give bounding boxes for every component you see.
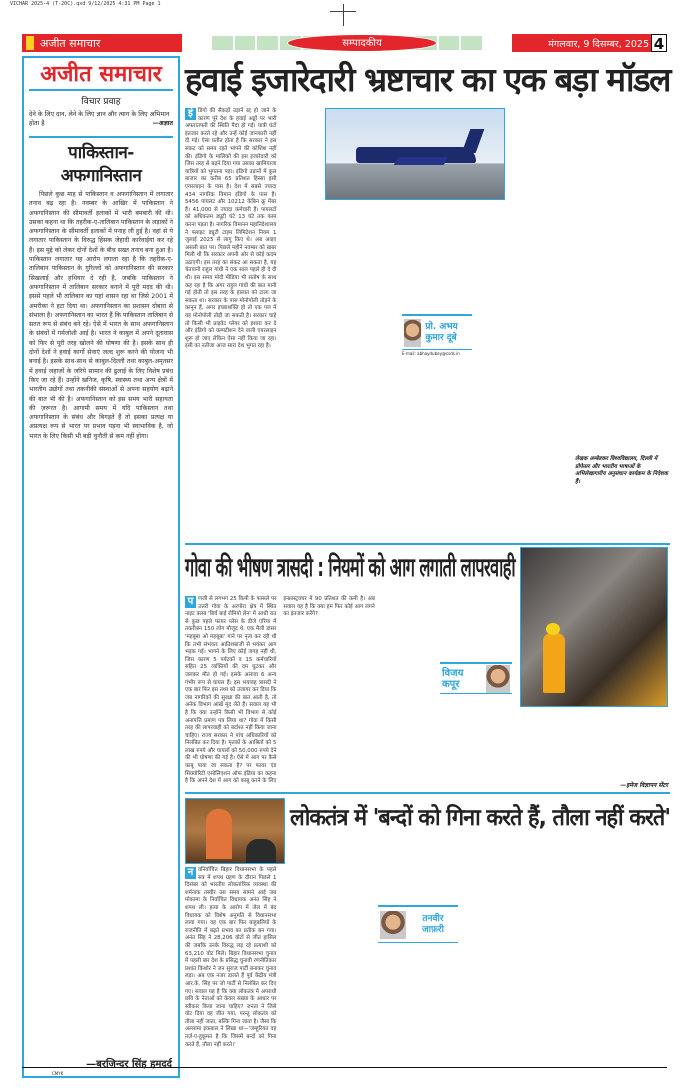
author-box-abhay [402, 314, 472, 350]
article2-text: णजी से लगभग 25 किमी के फासले पर उत्तरी गोवा के अरपोरा क्षेत्र में स्थित नाइट क्लब 'बिर्च बाई रोमियो लेन' में आधी रात से कुछ पहले फायर प्लेस के डीजे एरिया में तकरीबन 150 लोग मौजूद थे, एक मैली डांसर 'महबूबा ओ महबूबा' गाने पर नृत्य कर रही थी कि तभी संभवतः आतिशबाजी से भयंकर आग भड़क गई। भागने के लिए कोई जगह नहीं थी, जिस कारण 5 पर्यटकों व 15 कर्मचारियों सहित 25 व्यक्तियों की दम घुटकर और जलकर मौत हो गई। इसके अलावा 6 अन्य गंभीर रूप से घायल हैं। इस भयावह त्रासदी ने एक बार फिर इस तथ्य को उजागर कर दिया कि जब नागरिकों की सुरक्षा की बात आती है, तो अनेक विभाग आंखें मूंद लेते हैं। सवाल यह भी है कि क्या उन्होंने किसी भी विभाग से कोई अनापत्ति प्रमाण पत्र लिया था? गोवा में किसी तरह की लापरवाही को बर्दाश्त नहीं किया जाना चाहिए। राज्य सरकार ने पांच अधिकारियों को निलंबित कर दिया है। मृतकों के आश्रितों को 5 लाख रुपये और घायलों को 50,000 रुपये देने की भी घोषणा की गई है। ऐसे में आग पर कैसे काबू पाया जा सकता है? पर फायर एंड सिक्योरिटी एसोसिएशन ऑफ इंडिया का कहना है कि अपने देश में आग को काबू करने के लिए इन्फ्रास्ट्रक्चर में 90 प्रतिशत की कमी है। अब सवाल यह है कि क्या हम फिर कोई आग लगने का इंतजार करेंगे? [185, 596, 375, 785]
editorial-signature: —बरजिन्दर सिंह हमदर्द [86, 1059, 172, 1070]
author-name: तनवीर जाफ़री [421, 913, 444, 935]
dropcap: इं [185, 108, 196, 120]
logo-diamond-icon [26, 36, 34, 50]
crop-mark [330, 11, 356, 12]
dropcap: प [185, 596, 196, 608]
dropcap: न [185, 867, 196, 879]
registration-marks [22, 1067, 667, 1076]
author-email: E-mail: abhaydubey@csds.in [402, 351, 460, 356]
article3-text: वनिर्वाचित बिहार विधानसभा के पहले सत्र में शपथ ग्रहण के दौरान पिछले 1 दिसंबर को भारतीय लोकतांत्रिक व्यवस्था की शर्मनाक तस्वीर उस समय सामने आई जब मोकामा के निर्वाचित विधायक अनंत सिंह ने शपथ ली। हत्या के आरोप में जेल में बंद विधायक को विशेष अनुमति से विधानसभा लाया गया। वह एक बार फिर बाहुबलियों के राजनीति में बढ़ते प्रभाव का प्रतीक बन गया। अनंत सिंह ने 28,206 वोटों से जीत हासिल की जबकि उनके विरुद्ध लड़ रहे प्रत्याशी को 63,210 वोट मिले। बिहार विधानसभा चुनाव में पहली बार देश के प्रसिद्ध चुनावी रणनीतिकार प्रशांत किशोर ने जन सुराज पार्टी बनाकर चुनाव लड़ा। अब एक नजर डालते हैं पूर्व केंद्रीय मंत्री आर.के. सिंह पर जो पार्टी से निलंबित कर दिए गए। सवाल यह है कि क्या लोकतंत्र में अपराधी छवि के नेताओं को केवल संख्या के आधार पर स्वीकार किया जाना चाहिए? जनता ने जिसे वोट दिया वह जीत गया, परन्तु लोकतंत्र को तौला नहीं जाता, बल्कि गिना जाता है। जैसा कि अल्लामा इकबाल ने लिखा था—'जम्हूरियत वह तर्ज़-ए-हुकूमत है कि जिसमें बन्दों को गिना करते हैं, तौला नहीं करते।' [185, 867, 277, 1048]
article1-text: डिगो की सैकड़ों उड़ानें रद्द हो जाने के कारण पूरे देश के हवाई अड्डों पर भारी अफरातफरी की स्थिति पैदा हो गई। यात्री घंटों इंतजार करते रहे और उन्हें कोई जानकारी नहीं दी गई। ऐसा प्रतीत होता है कि सरकार ने इस संकट को समय रहते भांपने की कोशिश नहीं की। इंडिगो के मालिकों की इस इजारेदारी को जिस तरह से बढ़ने दिया गया उसका खामियाजा यात्रियों को भुगतना पड़ा। इंडिगो उड़ानों में कुल बाजार का करीब 65 प्रतिशत हिस्सा इसी एयरलाइन के पास है। देश में सबसे ज्यादा 434 नागरिक विमान इंडिगो के पास हैं। 5456 पायलट और 10212 केबिन क्रू मेंबर हैं। 41,000 से ज्यादा कर्मचारी हैं। पायलटों को अधिकतम ड्यूटी घंटे 13 घंटे तक काम करना पड़ता है। नागरिक विमानन महानिदेशालय ने फ्लाइट ड्यूटी टाइम लिमिटेशन नियम 1 जुलाई 2025 से लागू किए थे। अब आइए असली बात पर। पिछले महीने नवम्बर को खबर मिली थी कि सरकार अपनी ओर से कोई कदम उठाएगी। इस तरह का संकट आ सकता है, यह चेतावनी राहुल गांधी ने एक साल पहले ही दे दी थी। इस समय मोदी मीडिया भी संतोष के साथ कह रहा है कि अगर राहुल गांधी की बात मानी गई होती तो इस तरह के हालात को टाला जा सकता था। सरकार के पास मोनोपोली तोड़ने के कानून हैं, अगर इच्छाशक्ति हो तो एक पल में यह मोनोपोली तोड़ी जा सकती है। सरकार चाहे तो किसी भी प्राइवेट प्लेयर को इशारा कर दे और इंडिगो को कम्पटीशन देने वाली एयरलाइन शुरू हो जाए लेकिन ऐसा नहीं किया जा रहा। इसी का नतीजा आज सारा देश भुगत रहा है। [185, 108, 277, 350]
editorial-column [22, 56, 180, 1078]
article1-author-credit: लेखक अम्बेडकर विश्वविद्यालय, दिल्ली में प्रोफेसर और भारतीय भाषाओं के अभिलेखागारीय अनुसंधान कार्यक्रम के निदेशक हैं। [575, 456, 670, 486]
author-box-tanveer [378, 905, 458, 943]
article3-body [185, 867, 670, 1067]
quote-author: —अज्ञात [152, 120, 173, 127]
author-box-vijay [440, 662, 512, 694]
print-slug: VICHAR 2025-4 (T-20C).qxd 9/12/2025 4:31 PM Page 1 [10, 1, 161, 7]
cmyk-label: CMYK [52, 1071, 64, 1076]
masthead: अजीत समाचार [29, 61, 173, 91]
column-subtitle: विचार प्रवाह [81, 97, 121, 107]
editorial-heading: पाकिस्तान-अफगानिस्तान [29, 136, 173, 186]
article3-headline: लोकतंत्र में 'बन्दों को गिना करते हैं, तौला नहीं करते' [290, 805, 671, 831]
article1-headline: हवाई इजारेदारी भ्रष्टाचार का एक बड़ा मॉडल [185, 60, 671, 99]
divider [185, 792, 670, 794]
author-name: विजय कपूर [442, 667, 464, 690]
divider [185, 543, 670, 545]
quote-text: देने के लिए दान, लेने के लिए ज्ञान और त्याग के लिए अभिमान होता है [29, 111, 170, 127]
author-photo [380, 911, 406, 939]
author-name: प्रो. अभय कुमार दूबे [425, 321, 458, 343]
article2-headline: गोवा की भीषण त्रासदी : नियमों को आग लगाती लापरवाही [185, 553, 516, 583]
page-number: 4 [651, 34, 667, 52]
thought-quote [29, 110, 173, 128]
header-date: मंगलवार, 9 दिसम्बर, 2025 [548, 38, 649, 50]
crop-mark [343, 4, 344, 26]
section-header-bar [22, 34, 667, 52]
header-brand: अजीत समाचार [40, 36, 101, 50]
section-title: सम्पादकीय [287, 34, 437, 52]
editorial-body: पिछले कुछ माह से पाकिस्तान व अफगानिस्तान में लगातार तनाव बढ़ रहा है। नवम्बर के आखिर में पाकिस्तान ने अफगानिस्तान की सीमावर्ती इलाकों में भारी बमबारी की थी। उसका कहना था कि तहरीक-ए-तालिबान पाकिस्तान के लड़ाकों ने अफगानिस्तान के सीमावर्ती इलाकों में पनाह ली हुई है। वहां से ये लगातार पाकिस्तान के विरुद्ध हिंसक जेहादी कार्रवाईयां कर रहे हैं। इस मुद्दे को लेकर दोनों देशों के बीच सख्त तनाव बना हुआ है। पाकिस्तान लगातार यह आरोप लगाता रहा है कि तहरीक-ए-तालिबान पाकिस्तान के गुरिल्लों को अफगानिस्तान की सरकार सिखलाई और हथियार दे रही है, जबकि पाकिस्तान ने अफगानिस्तान में तालिबान सरकार बनाने में पूरी मदद की थी। इससे पहले भी तालिबान का यहां शासन रहा था जिसे 2001 में अमरीका ने हटा दिया था। अफगानिस्तान का प्रशासन दोबारा से संभाला है। अफगानिस्तान का भारत हैं कि पाकिस्तान तालिबान से सतत रूप से संबंध बने रहे। ऐसे में भारत के साथ अफगानिस्तान के संबंधों में गर्मजोशी आई है। भारत ने काबुल में अपने दूतावास को फिर से पूरी तरह खोलने की घोषणा की है। इसके साथ ही दोनों देशों ने हवाई कार्गो सेवाएं जल्द शुरू करने की योजना भी बनाई है। इसके साथ-साथ से काबुल-दिल्ली तथा काबुल-अमृतसर में हवाई जहाजों के जरिये सामान की ढुलाई के लिए विशेष प्रबंध किए जा रहे हैं। उन्होंने खनिज, कृषि, स्वास्थ्य तथा अन्य क्षेत्रों में भारतीय उद्योगों तथा तकनीकी संस्थाओं से अपना सहयोग बढ़ाने की बात भी की है। अफगानिस्तान को इस समय भारी सहायता की ज़रूरत है। आगामी समय में यदि पाकिस्तान तथा अफगानिस्तान के संबंध और बिगड़ते हैं तो इसका प्रत्यक्ष या अप्रत्यक्ष रूप से भारत पर प्रभाव पड़ना भी स्वाभाविक है, जो भारत के लिए किसी भी बड़ी चुनौती से कम नहीं होगा। [29, 191, 173, 440]
author-photo [486, 665, 510, 693]
assembly-photo [185, 798, 285, 864]
author-photo [404, 319, 421, 347]
article2-body [185, 596, 670, 791]
photo-credit: —इमेज विज्ञापन सेंटर [600, 781, 668, 789]
